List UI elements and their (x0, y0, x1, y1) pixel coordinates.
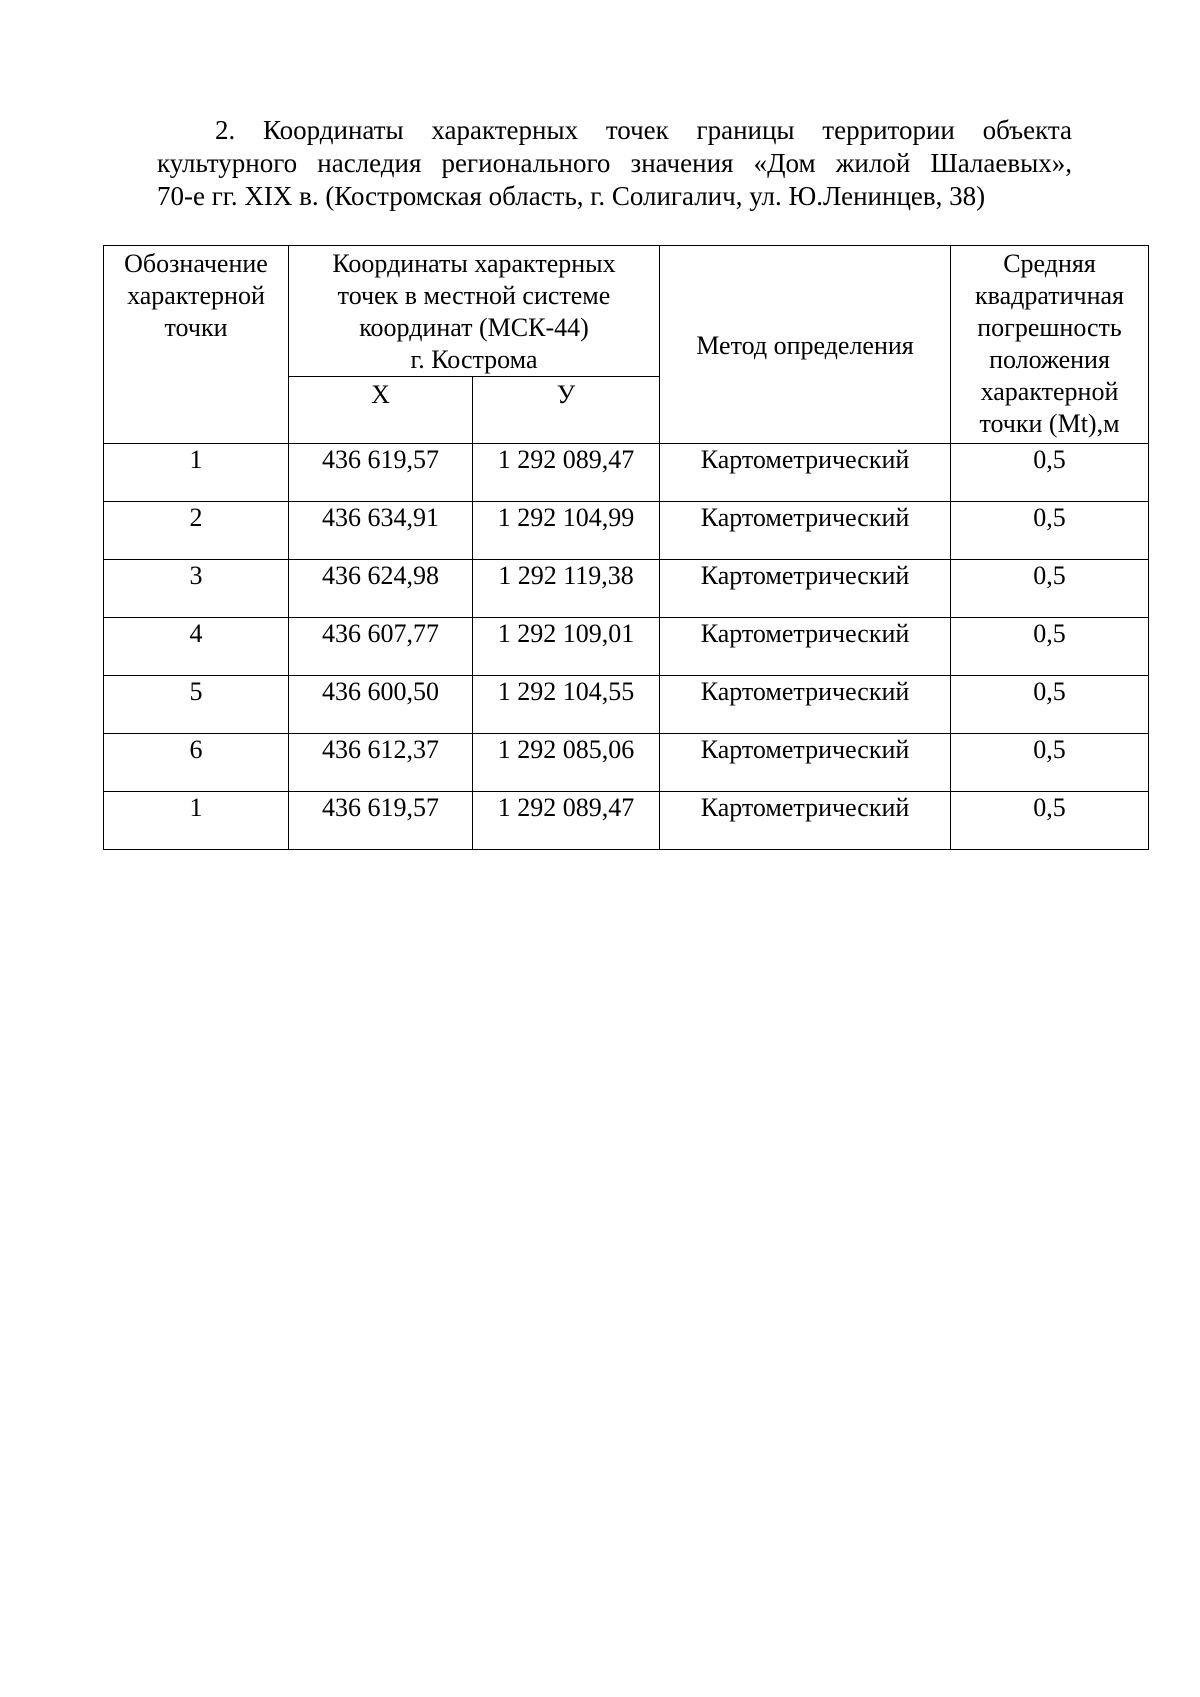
header-line: Обозначение (124, 249, 268, 278)
header-line: квадратичная (975, 281, 1124, 310)
cell-method: Картометрический (660, 560, 951, 618)
cell-x: 436 607,77 (289, 618, 473, 676)
table-row (104, 734, 1149, 792)
header-y: У (473, 377, 660, 444)
cell-method: Картометрический (660, 792, 951, 850)
cell-x: 436 619,57 (289, 792, 473, 850)
cell-error: 0,5 (951, 792, 1149, 850)
header-error (951, 246, 1149, 444)
section-heading (157, 114, 1072, 213)
cell-x: 436 624,98 (289, 560, 473, 618)
table-row (104, 792, 1149, 850)
cell-method: Картометрический (660, 444, 951, 502)
cell-point: 3 (104, 560, 289, 618)
cell-point: 4 (104, 618, 289, 676)
cell-y: 1 292 104,99 (473, 502, 660, 560)
cell-y: 1 292 119,38 (473, 560, 660, 618)
cell-y: 1 292 109,01 (473, 618, 660, 676)
header-line: Координаты характерных (332, 249, 616, 278)
cell-point: 5 (104, 676, 289, 734)
header-line: точек в местной системе (337, 281, 611, 310)
heading-line: 70-е гг. XIX в. (Костромская область, г. Солигалич, ул. Ю.Ленинцев, 38) (157, 181, 986, 211)
table-row (104, 502, 1149, 560)
header-line: Средняя (1003, 249, 1096, 278)
table-row (104, 444, 1149, 502)
heading-line: 2. Координаты характерных точек границы территории объекта (215, 115, 1072, 145)
header-line: г. Кострома (410, 345, 538, 374)
cell-y: 1 292 089,47 (473, 444, 660, 502)
cell-method: Картометрический (660, 618, 951, 676)
cell-point: 1 (104, 444, 289, 502)
coordinates-table (103, 245, 1149, 850)
header-line: характерной (127, 281, 265, 310)
cell-point: 2 (104, 502, 289, 560)
cell-x: 436 612,37 (289, 734, 473, 792)
cell-method: Картометрический (660, 502, 951, 560)
header-method: Метод определения (660, 246, 951, 444)
header-line: положения (989, 345, 1110, 374)
cell-error: 0,5 (951, 560, 1149, 618)
cell-point: 6 (104, 734, 289, 792)
header-line: координат (МСК-44) (359, 313, 589, 342)
cell-error: 0,5 (951, 618, 1149, 676)
cell-error: 0,5 (951, 502, 1149, 560)
cell-error: 0,5 (951, 676, 1149, 734)
cell-x: 436 619,57 (289, 444, 473, 502)
cell-point: 1 (104, 792, 289, 850)
header-point (104, 246, 289, 444)
header-line: точки (Mt),м (979, 409, 1120, 438)
cell-method: Картометрический (660, 676, 951, 734)
table-row (104, 676, 1149, 734)
header-x: X (289, 377, 473, 444)
header-line: погрешность (977, 313, 1122, 342)
header-line: точки (164, 313, 228, 342)
table-row (104, 618, 1149, 676)
cell-x: 436 634,91 (289, 502, 473, 560)
header-line: характерной (980, 377, 1119, 406)
heading-line: культурного наследия регионального значения «Дом жилой Шалаевых», (157, 148, 1072, 178)
cell-x: 436 600,50 (289, 676, 473, 734)
cell-error: 0,5 (951, 734, 1149, 792)
header-coordinates (289, 246, 660, 377)
cell-method: Картометрический (660, 734, 951, 792)
cell-y: 1 292 089,47 (473, 792, 660, 850)
cell-y: 1 292 085,06 (473, 734, 660, 792)
cell-y: 1 292 104,55 (473, 676, 660, 734)
cell-error: 0,5 (951, 444, 1149, 502)
table-row (104, 560, 1149, 618)
